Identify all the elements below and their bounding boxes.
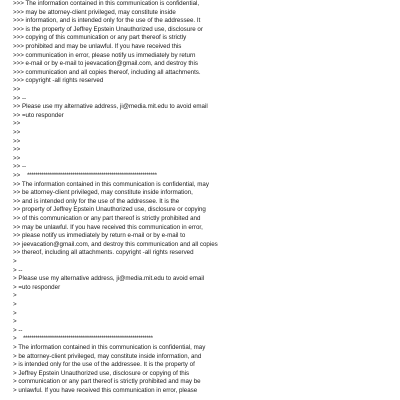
email-line: >> property of Jeffrey Epstein Unauthorized use, disclosure or copying xyxy=(13,206,206,214)
email-line: >> be attorney-client privileged, may constitute inside information, xyxy=(13,189,193,197)
email-line: > Please use my alternative address, ji@media.mit.edu to avoid email xyxy=(13,275,205,283)
email-line: > xyxy=(13,318,17,326)
email-line: > -- xyxy=(13,326,23,334)
email-line: >> Please use my alternative address, ji@media.mit.edu to avoid email xyxy=(13,103,208,111)
email-line: >> xyxy=(13,146,21,154)
email-line: > =uto responder xyxy=(13,283,61,291)
email-line: >> -- xyxy=(13,163,27,171)
email-line: >> xyxy=(13,137,21,145)
email-line: > Jeffrey Epstein Unauthorized use, disclosure or copying of this xyxy=(13,369,190,377)
email-line: >> may be unlawful. If you have received this communication in error, xyxy=(13,223,203,231)
email-line: >> =uto responder xyxy=(13,111,64,119)
email-line: >>> copyright -all rights reserved xyxy=(13,77,104,85)
email-line: > xyxy=(13,301,17,308)
email-line: >>> e-mail or by e-mail to jeevacation@gmail.com, and destroy this xyxy=(13,60,198,68)
email-line: >> xyxy=(13,129,21,136)
separator-rule: *************************************************************** xyxy=(27,172,157,179)
email-line: >> and is intended only for the use of the addressee. It is the xyxy=(13,197,180,205)
email-line: >>> prohibited and may be unlawful. If you have received this xyxy=(13,43,182,50)
email-line: >>> information, and is intended only for the use of the addressee. It xyxy=(13,17,201,25)
email-line: > communication or any part thereof is strictly prohibited and may be xyxy=(13,378,201,386)
email-line: >> thereof, including all attachments. copyright -all rights reserved xyxy=(13,249,194,257)
email-line: > unlawful. If you have received this communication in error, please xyxy=(13,387,198,394)
email-line: >> xyxy=(13,86,21,93)
email-line: >> jeevacation@gmail.com, and destroy this communication and all copies xyxy=(13,240,218,248)
email-line: >> The information contained in this communication is confidential, may xyxy=(13,180,209,188)
email-line: >> -- xyxy=(13,94,27,102)
email-line: > is intended only for the use of the addressee. It is the property of xyxy=(13,361,195,369)
separator-rule: *************************************************************** xyxy=(23,335,153,343)
email-line: >>> copying of this communication or any part thereof is strictly xyxy=(13,34,187,42)
email-line: > xyxy=(13,292,17,300)
email-line: > xyxy=(13,335,19,343)
email-line: >>> communication and all copies thereof, including all attachments. xyxy=(13,68,201,76)
email-line: > xyxy=(13,258,17,265)
email-line: >> of this communication or any part thereof is strictly prohibited and xyxy=(13,215,201,222)
email-line: > xyxy=(13,309,17,317)
email-line: >>> communication in error, please notify us immediately by return xyxy=(13,51,196,59)
email-line: >> xyxy=(13,172,22,179)
email-line: >>> The information contained in this communication is confidential, xyxy=(13,0,200,7)
email-line: >>> may be attorney-client privileged, may constitute inside xyxy=(13,8,176,16)
email-line: > The information contained in this communication is confidential, may xyxy=(13,344,206,351)
email-line: >> xyxy=(13,154,21,162)
email-line: >> xyxy=(13,120,21,128)
email-line: > be attorney-client privileged, may constitute inside information, and xyxy=(13,352,202,360)
email-line: > -- xyxy=(13,266,23,274)
email-line: >>> is the property of Jeffrey Epstein Unauthorized use, disclosure or xyxy=(13,25,203,33)
email-line: >> please notify us immediately by return e-mail or by e-mail to xyxy=(13,232,186,240)
